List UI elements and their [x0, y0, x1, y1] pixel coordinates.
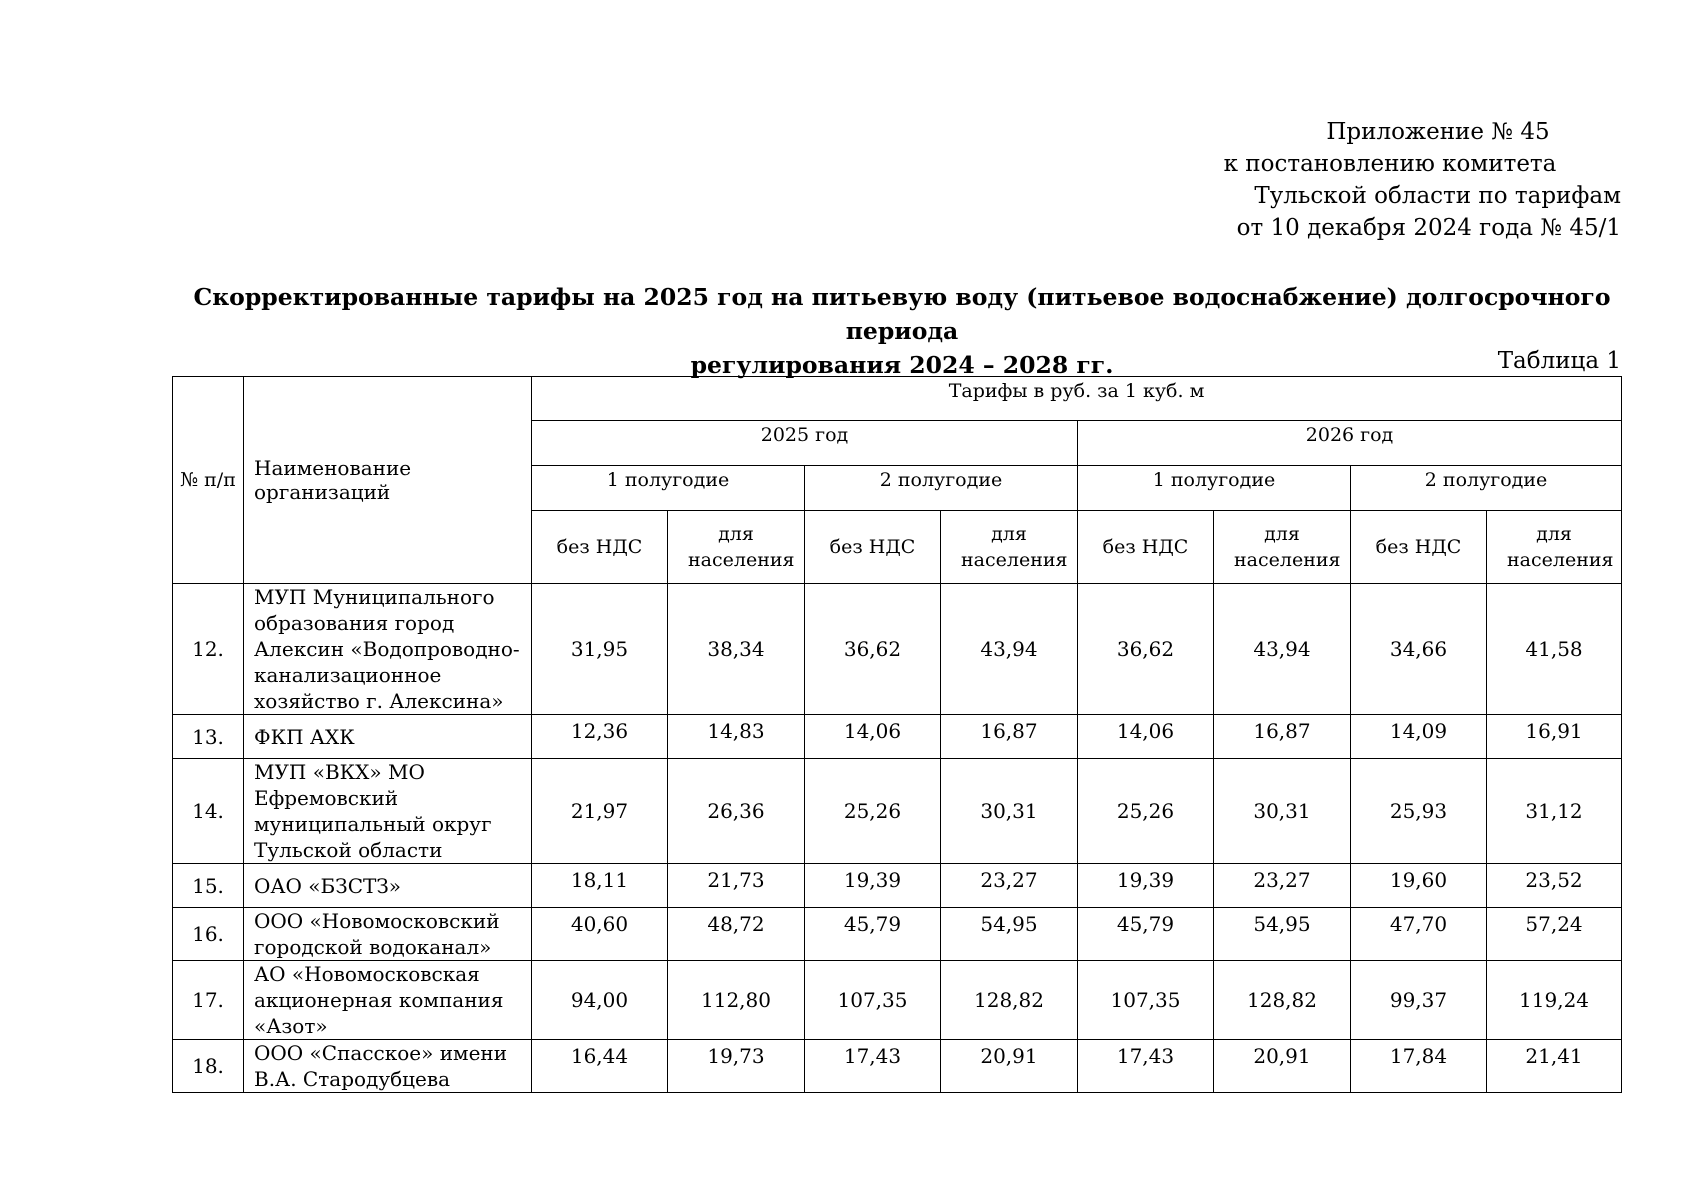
row-value: 17,84 [1351, 1040, 1487, 1093]
row-num: 17. [173, 961, 244, 1040]
row-value: 20,91 [941, 1040, 1078, 1093]
table-row [173, 1040, 1622, 1093]
tariff-table [172, 376, 1622, 1093]
row-value: 41,58 [1487, 584, 1622, 715]
row-value: 16,91 [1487, 715, 1622, 759]
row-org-name: ОАО «БЗСТЗ» [244, 864, 532, 908]
row-value: 54,95 [1214, 908, 1351, 961]
row-value: 54,95 [941, 908, 1078, 961]
row-org-name: ФКП АХК [244, 715, 532, 759]
appendix-line: к постановлению комитета [1223, 151, 1557, 177]
table-label: Таблица 1 [1497, 348, 1621, 374]
header-year-2026: 2026 год [1078, 421, 1622, 466]
header-half1-2026: 1 полугодие [1078, 466, 1351, 511]
row-value: 128,82 [941, 961, 1078, 1040]
row-value: 31,95 [532, 584, 668, 715]
row-value: 107,35 [1078, 961, 1214, 1040]
header-half2-2026: 2 полугодие [1351, 466, 1622, 511]
row-value: 21,41 [1487, 1040, 1622, 1093]
row-value: 128,82 [1214, 961, 1351, 1040]
header-no-vat: без НДС [532, 511, 668, 584]
appendix-line: от 10 декабря 2024 года № 45/1 [1236, 215, 1621, 241]
header-year-2025: 2025 год [532, 421, 1078, 466]
row-value: 31,12 [1487, 759, 1622, 864]
row-value: 43,94 [941, 584, 1078, 715]
row-org-name: ООО «Новомосковский городской водоканал» [244, 908, 532, 961]
row-value: 21,97 [532, 759, 668, 864]
row-org-name: АО «Новомосковская акционерная компания «Азот» [244, 961, 532, 1040]
row-value: 30,31 [941, 759, 1078, 864]
row-value: 38,34 [668, 584, 805, 715]
row-value: 119,24 [1487, 961, 1622, 1040]
row-value: 17,43 [1078, 1040, 1214, 1093]
row-value: 48,72 [668, 908, 805, 961]
title-line: регулирования 2024 – 2028 гг. [690, 351, 1114, 379]
row-value: 19,39 [805, 864, 941, 908]
row-value: 17,43 [805, 1040, 941, 1093]
row-value: 16,87 [1214, 715, 1351, 759]
row-value: 18,11 [532, 864, 668, 908]
header-half2-2025: 2 полугодие [805, 466, 1078, 511]
row-num: 15. [173, 864, 244, 908]
row-value: 23,52 [1487, 864, 1622, 908]
header-no-vat: без НДС [805, 511, 941, 584]
header-half1-2025: 1 полугодие [532, 466, 805, 511]
row-value: 16,44 [532, 1040, 668, 1093]
row-value: 25,26 [1078, 759, 1214, 864]
row-value: 23,27 [941, 864, 1078, 908]
row-value: 26,36 [668, 759, 805, 864]
row-value: 36,62 [1078, 584, 1214, 715]
row-value: 99,37 [1351, 961, 1487, 1040]
row-org-name: МУП Муниципального образования город Алексин «Водопроводно-канализационное хозяйство г. Алексина» [244, 584, 532, 715]
row-value: 45,79 [805, 908, 941, 961]
table-row [173, 759, 1622, 864]
header-tariffs: Тарифы в руб. за 1 куб. м [532, 377, 1622, 421]
row-value: 34,66 [1351, 584, 1487, 715]
header-population: для населения [1487, 511, 1622, 584]
row-value: 25,93 [1351, 759, 1487, 864]
row-value: 19,60 [1351, 864, 1487, 908]
row-value: 23,27 [1214, 864, 1351, 908]
table-row [173, 584, 1622, 715]
row-value: 112,80 [668, 961, 805, 1040]
header-population: для населения [1214, 511, 1351, 584]
row-value: 43,94 [1214, 584, 1351, 715]
title-line: Скорректированные тарифы на 2025 год на питьевую воду (питьевое водоснабжение) долгосрочного периода [193, 283, 1611, 345]
document-title [172, 280, 1632, 382]
appendix-line: Приложение № 45 [1326, 119, 1550, 145]
row-value: 20,91 [1214, 1040, 1351, 1093]
table-row [173, 715, 1622, 759]
row-org-name: ООО «Спасское» имени В.А. Стародубцева [244, 1040, 532, 1093]
row-value: 19,39 [1078, 864, 1214, 908]
row-value: 14,83 [668, 715, 805, 759]
row-value: 21,73 [668, 864, 805, 908]
row-value: 30,31 [1214, 759, 1351, 864]
row-value: 14,06 [1078, 715, 1214, 759]
header-population: для населения [668, 511, 805, 584]
row-value: 14,09 [1351, 715, 1487, 759]
header-no-vat: без НДС [1078, 511, 1214, 584]
row-value: 14,06 [805, 715, 941, 759]
appendix-block [1180, 116, 1640, 244]
row-value: 16,87 [941, 715, 1078, 759]
table-row [173, 864, 1622, 908]
header-num: № п/п [173, 377, 244, 584]
row-num: 12. [173, 584, 244, 715]
row-num: 14. [173, 759, 244, 864]
table-row [173, 961, 1622, 1040]
table-row [173, 908, 1622, 961]
row-value: 57,24 [1487, 908, 1622, 961]
row-value: 45,79 [1078, 908, 1214, 961]
row-org-name: МУП «ВКХ» МО Ефремовский муниципальный округ Тульской области [244, 759, 532, 864]
row-value: 36,62 [805, 584, 941, 715]
row-value: 40,60 [532, 908, 668, 961]
header-no-vat: без НДС [1351, 511, 1487, 584]
row-num: 18. [173, 1040, 244, 1093]
row-value: 19,73 [668, 1040, 805, 1093]
row-num: 16. [173, 908, 244, 961]
row-value: 12,36 [532, 715, 668, 759]
appendix-line: Тульской области по тарифам [1254, 183, 1621, 209]
row-value: 25,26 [805, 759, 941, 864]
header-population: для населения [941, 511, 1078, 584]
header-name: Наименование организаций [244, 377, 532, 584]
row-value: 94,00 [532, 961, 668, 1040]
row-value: 47,70 [1351, 908, 1487, 961]
row-value: 107,35 [805, 961, 941, 1040]
row-num: 13. [173, 715, 244, 759]
